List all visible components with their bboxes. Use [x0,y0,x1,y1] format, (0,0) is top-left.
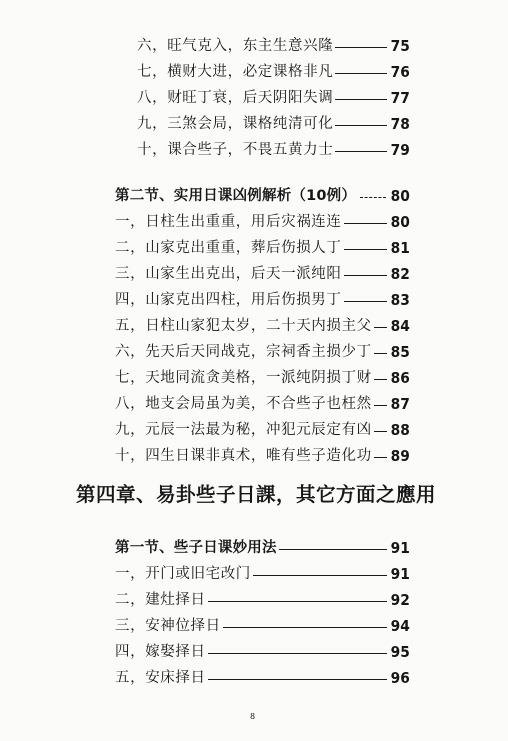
toc-entry-label: 七，横财大进，必定课格非凡 [137,64,334,80]
leader-line [360,197,386,198]
leader-line [279,549,387,550]
toc-entry-page: 84 [390,317,410,335]
leader-line [208,653,388,654]
leader-line [374,431,387,432]
toc-entry-label: 三，山家生出克出，后天一派纯阳 [115,266,342,282]
toc-entry-label: 六，旺气克入，东主生意兴隆 [137,38,334,54]
toc-entry [115,261,410,283]
toc-entry-page: 86 [390,369,410,387]
chapter-title: 第四章、易卦些子日課，其它方面之應用 [76,483,437,506]
toc-entry [115,639,410,661]
toc-entry [137,85,410,107]
section-count: （10例） [291,188,357,204]
toc-entry-page: 96 [390,669,410,687]
toc-entry [115,209,410,231]
toc-entry-label: 六，先天后天同战克，宗祠香主损少丁 [115,344,372,360]
toc-entry [115,365,410,387]
leader-line [253,575,387,576]
section-heading [115,535,410,557]
leader-line [374,327,387,328]
toc-entry-page: 89 [390,447,410,465]
toc-entry-label: 二，山家克出重重，葬后伤损人丁 [115,240,342,256]
toc-entry-page: 92 [390,591,410,609]
toc-entry-label: 四，山家克出四柱，用后伤损男丁 [115,292,342,308]
toc-entry [115,339,410,361]
toc-entry-label: 八，财旺丁衰，后天阴阳失调 [137,90,334,106]
section-heading [115,183,410,205]
leader-line [344,249,388,250]
toc-entry-label: 一，开门或旧宅改门 [115,566,251,582]
toc-entry-label: 九，三煞会局，课格纯清可化 [137,116,334,132]
toc-entry [115,287,410,309]
page-number: 8 [250,712,256,721]
leader-line [374,405,387,406]
leader-line [335,47,387,48]
toc-entry-page: 79 [390,141,410,159]
toc-entry-page: 87 [390,395,410,413]
toc-entry [115,313,410,335]
leader-line [344,223,388,224]
toc-entry-label: 十，四生日课非真术，唯有些子造化功 [115,448,372,464]
toc-entry-page: 95 [390,643,410,661]
toc-entry [137,59,410,81]
leader-line [335,151,387,152]
toc-entry-label: 五，安床择日 [115,670,206,686]
leader-line [223,627,387,628]
toc-entry-label: 二，建灶择日 [115,592,206,608]
toc-entry-label: 七，天地同流贪美格，一派纯阴损丁财 [115,370,372,386]
toc-entry-label: 四，嫁娶择日 [115,644,206,660]
toc-entry [115,587,410,609]
toc-entry [115,417,410,439]
toc-entry-page: 91 [390,565,410,583]
toc-entry-page: 83 [390,291,410,309]
toc-entry [115,561,410,583]
toc-entry-label: 三，安神位择日 [115,618,221,634]
section-title: 第二节、实用日课凶例解析 [115,188,292,204]
leader-line [208,679,388,680]
leader-line [374,457,387,458]
toc-entry-page: 94 [390,617,410,635]
toc-entry [137,33,410,55]
leader-line [208,601,388,602]
toc-entry-page: 88 [390,421,410,439]
toc-entry-label: 一，日柱生出重重，用后灾祸连连 [115,214,342,230]
leader-line [335,125,387,126]
toc-entry [137,111,410,133]
toc-entry-page: 81 [390,239,410,257]
toc-entry [137,137,410,159]
leader-line [344,275,388,276]
toc-entry-label: 八，地支会局虽为美，不合些子也枉然 [115,396,372,412]
toc-entry [115,235,410,257]
section-title: 第一节、些子日课妙用法 [115,540,277,556]
toc-entry [115,443,410,465]
section-page: 91 [390,539,410,557]
toc-entry-page: 78 [390,115,410,133]
toc-entry-page: 77 [390,89,410,107]
toc-entry-page: 76 [390,63,410,81]
section-page: 80 [390,187,410,205]
toc-entry [115,613,410,635]
leader-line [344,301,388,302]
toc-entry-page: 75 [390,37,410,55]
toc-entry-page: 85 [390,343,410,361]
leader-line [374,353,387,354]
leader-line [374,379,387,380]
toc-entry [115,391,410,413]
toc-entry-page: 80 [390,213,410,231]
toc-entry-page: 82 [390,265,410,283]
toc-entry [115,665,410,687]
toc-entry-label: 九，元辰一法最为秘，冲犯元辰定有凶 [115,422,372,438]
toc-entry-label: 十，课合些子，不畏五黄力士 [137,142,334,158]
leader-line [335,99,387,100]
toc-entry-label: 五，日柱山家犯太岁，二十天内损主父 [115,318,372,334]
leader-line [335,73,387,74]
